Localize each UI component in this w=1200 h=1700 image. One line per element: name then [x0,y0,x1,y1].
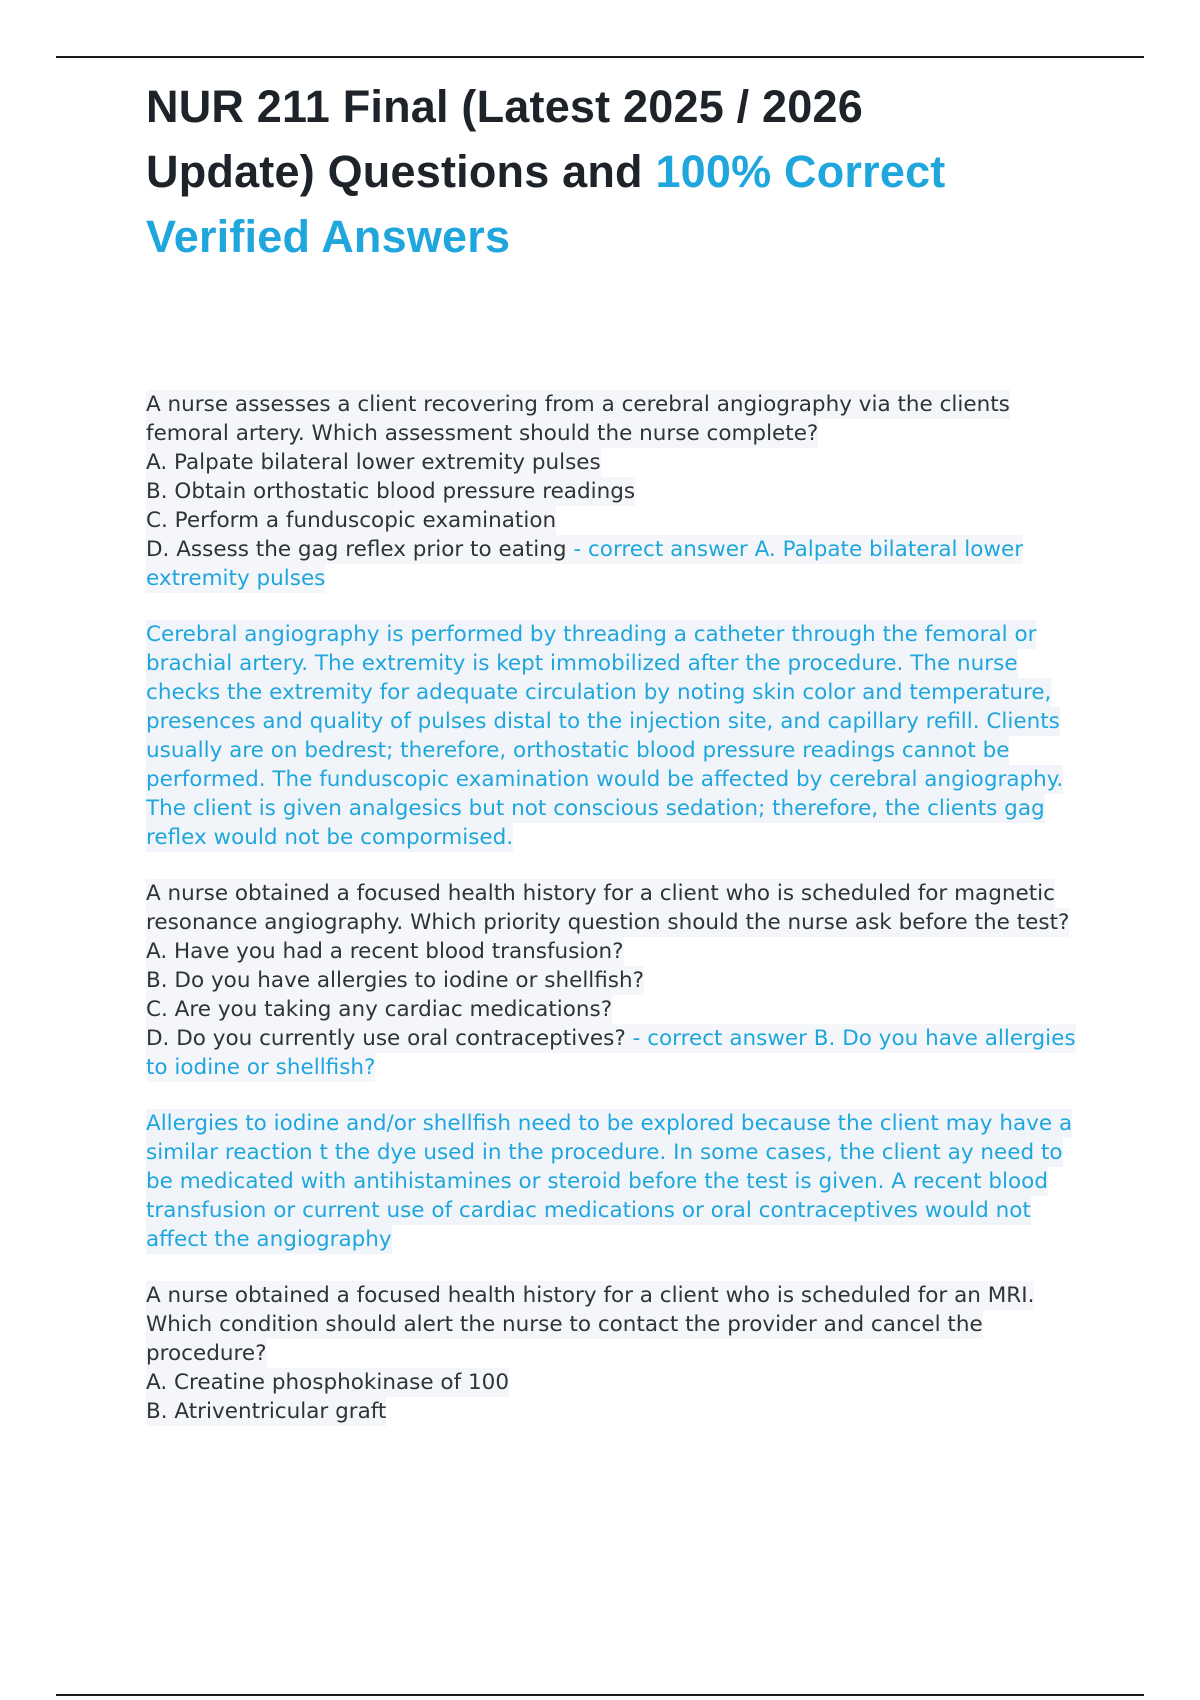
question-stem-line: femoral artery. Which assessment should the nurse complete? [146,421,819,446]
question-stem-line: A nurse assesses a client recovering from a cerebral angiography via the clients [146,392,1010,417]
option-d: D. Do you currently use oral contraceptives? [146,1026,626,1051]
question-stem-line: A nurse obtained a focused health history for a client who is scheduled for magnetic [146,881,1055,906]
explanation-line: brachial artery. The extremity is kept immobilized after the procedure. The nurse [146,651,1018,676]
explanation-line: checks the extremity for adequate circulation by noting skin color and temperature, [146,680,1052,705]
question-2 [146,879,1086,1082]
option-b: B. Atriventricular graft [146,1399,387,1424]
bottom-rule [56,1694,1144,1696]
option-b: B. Obtain orthostatic blood pressure readings [146,479,636,504]
correct-answer: - correct answer B. Do you have allergies [625,1026,1076,1051]
qa-list [146,390,1086,1426]
option-d-with-answer [146,535,1023,564]
question-1 [146,390,1086,593]
correct-answer: - correct answer A. Palpate bilateral lower [566,537,1024,562]
option-a: A. Creatine phosphokinase of 100 [146,1370,510,1395]
top-rule [56,56,1144,58]
explanation-line: The client is given analgesics but not conscious sedation; therefore, the clients gag [146,796,1045,821]
explanation-line: reflex would not be compormised. [146,825,514,850]
explanation-line: transfusion or current use of cardiac medications or oral contraceptives would not [146,1198,1031,1223]
question-stem-line: resonance angiography. Which priority question should the nurse ask before the test? [146,910,1070,935]
correct-answer-continued: extremity pulses [146,566,326,591]
correct-answer-continued: to iodine or shellfish? [146,1055,376,1080]
option-d: D. Assess the gag reflex prior to eating [146,537,567,562]
question-3 [146,1281,1086,1426]
explanation-line: presences and quality of pulses distal to the injection site, and capillary refill. Clients [146,709,1060,734]
question-stem-line: A nurse obtained a focused health history for a client who is scheduled for an MRI. [146,1283,1035,1308]
explanation-line: usually are on bedrest; therefore, orthostatic blood pressure readings cannot be [146,738,1010,763]
title-part-2: Update) Questions and [146,146,656,197]
explanation-2 [146,1109,1086,1254]
explanation-line: affect the angiography [146,1227,392,1252]
document-body [146,74,1086,1453]
option-c: C. Perform a funduscopic examination [146,508,557,533]
option-b: B. Do you have allergies to iodine or shellfish? [146,968,645,993]
title-part-1: NUR 211 Final (Latest 2025 / 2026 [146,81,863,132]
explanation-line: Allergies to iodine and/or shellfish need to be explored because the client may have a [146,1111,1073,1136]
explanation-line: be medicated with antihistamines or steroid before the test is given. A recent blood [146,1169,1048,1194]
option-a: A. Have you had a recent blood transfusion? [146,939,624,964]
explanation-1 [146,620,1086,852]
option-a: A. Palpate bilateral lower extremity pulses [146,450,601,475]
explanation-line: similar reaction t the dye used in the procedure. In some cases, the client ay need to [146,1140,1063,1165]
explanation-line: Cerebral angiography is performed by threading a catheter through the femoral or [146,622,1037,647]
title-accent-2: Verified Answers [146,211,511,262]
document-title [146,74,1086,269]
question-stem-line: procedure? [146,1341,267,1366]
option-c: C. Are you taking any cardiac medications? [146,997,613,1022]
option-d-with-answer [146,1024,1076,1053]
title-accent-1: 100% Correct [655,146,946,197]
explanation-line: performed. The funduscopic examination would be affected by cerebral angiography. [146,767,1064,792]
question-stem-line: Which condition should alert the nurse to contact the provider and cancel the [146,1312,983,1337]
